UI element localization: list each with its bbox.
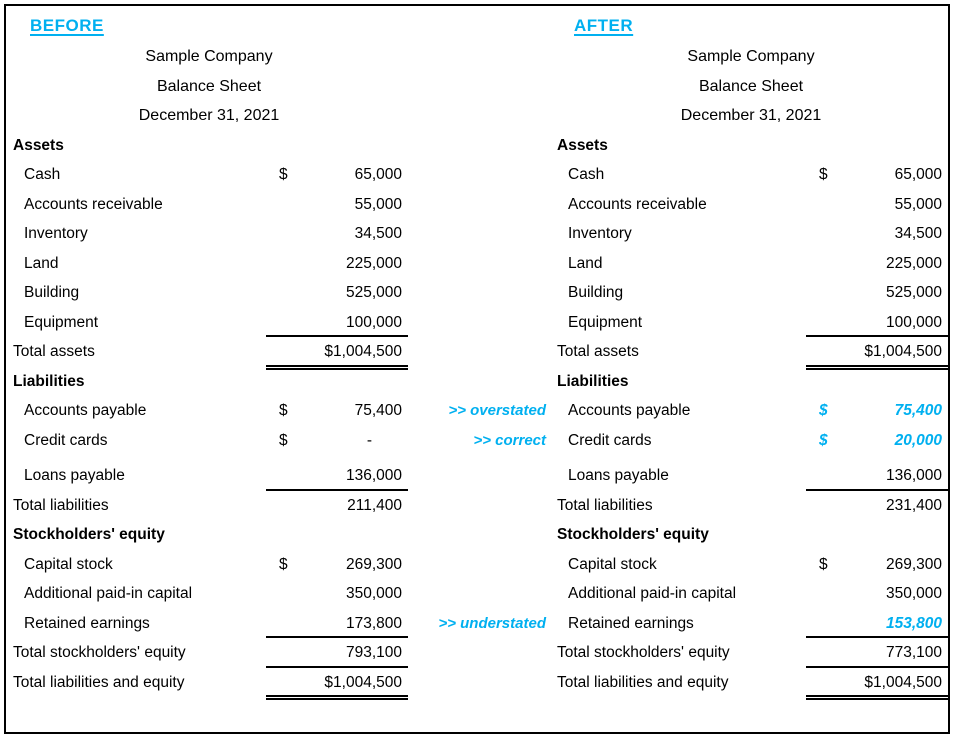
row-additional-paid-in-capital — [10, 579, 554, 609]
line-label: Inventory — [24, 225, 88, 242]
amount-cell — [266, 190, 408, 220]
line-label: Total assets — [13, 343, 95, 360]
row-loans-payable — [554, 461, 948, 491]
amount-cell — [266, 396, 408, 426]
annotation-note: >> overstated — [448, 402, 546, 419]
before-balance-sheet — [10, 12, 554, 697]
row-assets — [10, 131, 554, 161]
amount-value: 350,000 — [885, 585, 942, 602]
amount-cell — [266, 579, 408, 609]
line-label: Total assets — [557, 343, 639, 360]
amount-cell — [266, 337, 408, 367]
line-label: Total liabilities and equity — [557, 673, 729, 691]
amount-cell — [266, 131, 408, 161]
row-accounts-receivable — [10, 190, 554, 220]
amount-value: 34,500 — [894, 225, 942, 242]
line-label: Building — [568, 284, 624, 301]
annotation-note: >> correct — [473, 431, 546, 449]
amount-cell — [266, 160, 408, 190]
annotation-spacer — [408, 337, 554, 367]
annotation-spacer — [408, 550, 554, 580]
amount-cell — [806, 638, 948, 668]
annotation-spacer — [408, 160, 554, 190]
line-label: Loans payable — [568, 467, 669, 484]
line-label: Assets — [13, 136, 64, 154]
amount-value: 225,000 — [885, 254, 942, 272]
amount-cell — [806, 131, 948, 161]
annotation-note: >> understated — [438, 614, 546, 632]
line-label: Land — [24, 254, 59, 272]
annotation-spacer — [408, 278, 554, 308]
company-name: Sample Company — [145, 48, 273, 65]
row-accounts-payable — [10, 396, 554, 426]
row-total-stockholders-equity — [10, 638, 554, 668]
annotation-spacer — [408, 367, 554, 397]
amount-value: 525,000 — [885, 284, 942, 301]
amount-value: 269,300 — [345, 555, 402, 573]
report-title: Balance Sheet — [156, 77, 262, 95]
amount-cell — [266, 308, 408, 338]
annotation-spacer — [408, 249, 554, 279]
amount-cell — [806, 367, 948, 397]
line-label: Credit cards — [568, 431, 652, 449]
after-balance-sheet — [554, 12, 948, 697]
row-total-liabilities — [10, 491, 554, 521]
dollar-sign: $ — [819, 402, 828, 419]
dollar-sign: $ — [279, 555, 288, 573]
annotation-spacer — [408, 190, 554, 220]
row-additional-paid-in-capital — [554, 579, 948, 609]
annotation-spacer — [408, 219, 554, 249]
amount-value: 55,000 — [354, 195, 402, 213]
amount-cell — [806, 249, 948, 279]
row-land — [10, 249, 554, 279]
report-date: December 31, 2021 — [138, 107, 280, 124]
amount-cell — [806, 278, 948, 308]
dollar-sign: $ — [819, 431, 828, 449]
line-label: Credit cards — [24, 431, 108, 449]
amount-cell — [266, 461, 408, 491]
amount-value: 173,800 — [345, 614, 402, 632]
amount-value: $1,004,500 — [324, 343, 402, 360]
amount-cell — [266, 278, 408, 308]
dollar-sign: $ — [279, 166, 288, 183]
amount-cell — [266, 609, 408, 639]
report-title: Balance Sheet — [698, 77, 804, 95]
amount-cell — [266, 219, 408, 249]
amount-cell — [806, 609, 948, 639]
line-label: Accounts receivable — [568, 195, 707, 213]
amount-cell — [266, 367, 408, 397]
amount-cell — [806, 190, 948, 220]
document-border — [4, 4, 950, 734]
line-label: Building — [24, 284, 80, 301]
row-capital-stock — [554, 550, 948, 580]
line-label: Retained earnings — [568, 614, 694, 632]
amount-value: $1,004,500 — [324, 673, 402, 691]
annotation-spacer — [408, 579, 554, 609]
amount-value: 55,000 — [894, 195, 942, 213]
amount-value: 75,400 — [894, 402, 942, 419]
amount-cell — [806, 491, 948, 521]
line-label: Equipment — [24, 313, 99, 331]
row-assets — [554, 131, 948, 161]
row-total-liabilities-and-equity — [554, 668, 948, 698]
amount-cell — [806, 579, 948, 609]
amount-cell — [266, 249, 408, 279]
amount-cell — [266, 638, 408, 668]
line-label: Accounts receivable — [24, 195, 163, 213]
row-accounts-payable — [554, 396, 948, 426]
amount-value: 100,000 — [345, 313, 402, 331]
row-liabilities — [10, 367, 554, 397]
amount-cell — [266, 668, 408, 698]
line-label: Total liabilities — [13, 496, 109, 514]
line-label: Inventory — [568, 225, 632, 242]
row-land — [554, 249, 948, 279]
row-total-assets — [10, 337, 554, 367]
amount-value: 225,000 — [345, 254, 402, 272]
annotation-spacer — [408, 461, 554, 491]
row-capital-stock — [10, 550, 554, 580]
amount-cell — [806, 550, 948, 580]
amount-value: $1,004,500 — [864, 673, 942, 691]
row-credit-cards — [10, 426, 554, 456]
line-label: Capital stock — [24, 555, 113, 573]
row-cash — [10, 160, 554, 190]
amount-value: 136,000 — [885, 467, 942, 484]
line-label: Stockholders' equity — [13, 526, 165, 543]
line-label: Capital stock — [568, 555, 657, 573]
row-total-liabilities-and-equity — [10, 668, 554, 698]
before-rows — [10, 131, 554, 698]
annotation-spacer — [408, 668, 554, 698]
amount-value: - — [366, 431, 372, 449]
before-heading — [10, 42, 408, 131]
row-credit-cards — [554, 426, 948, 456]
line-label: Total stockholders' equity — [13, 644, 186, 661]
row-total-liabilities — [554, 491, 948, 521]
line-label: Loans payable — [24, 467, 125, 484]
line-label: Stockholders' equity — [557, 526, 709, 543]
amount-value: 75,400 — [354, 402, 402, 419]
annotation-spacer — [408, 491, 554, 521]
after-heading — [554, 42, 948, 131]
report-date: December 31, 2021 — [680, 107, 822, 124]
annotation-spacer — [408, 520, 554, 550]
amount-cell — [806, 160, 948, 190]
row-building — [554, 278, 948, 308]
row-equipment — [554, 308, 948, 338]
line-label: Retained earnings — [24, 614, 150, 632]
amount-cell — [266, 491, 408, 521]
after-rows — [554, 131, 948, 698]
amount-value: 34,500 — [354, 225, 402, 242]
amount-cell — [806, 396, 948, 426]
amount-value: 350,000 — [345, 585, 402, 602]
row-total-stockholders-equity — [554, 638, 948, 668]
line-label: Accounts payable — [24, 402, 147, 419]
amount-cell — [266, 520, 408, 550]
line-label: Assets — [557, 136, 608, 154]
amount-cell — [266, 426, 408, 456]
amount-value: 65,000 — [354, 166, 402, 183]
amount-value: 269,300 — [885, 555, 942, 573]
row-inventory — [10, 219, 554, 249]
amount-value: 793,100 — [345, 644, 402, 661]
row-accounts-receivable — [554, 190, 948, 220]
annotation-spacer — [408, 131, 554, 161]
line-label: Liabilities — [557, 372, 629, 390]
amount-cell — [266, 550, 408, 580]
amount-cell — [806, 668, 948, 698]
dollar-sign: $ — [279, 402, 288, 419]
before-label: BEFORE — [30, 16, 104, 35]
amount-value: 525,000 — [345, 284, 402, 301]
line-label: Accounts payable — [568, 402, 691, 419]
line-label: Additional paid-in capital — [568, 585, 737, 602]
row-stockholders-equity — [554, 520, 948, 550]
line-label: Cash — [24, 166, 61, 183]
row-total-assets — [554, 337, 948, 367]
amount-value: 231,400 — [885, 496, 942, 514]
row-stockholders-equity — [10, 520, 554, 550]
amount-cell — [806, 337, 948, 367]
amount-value: 211,400 — [347, 496, 402, 514]
amount-value: 136,000 — [345, 467, 402, 484]
annotation-spacer — [408, 308, 554, 338]
dollar-sign: $ — [279, 431, 288, 449]
amount-cell — [806, 308, 948, 338]
line-label: Equipment — [568, 313, 643, 331]
row-loans-payable — [10, 461, 554, 491]
dollar-sign: $ — [819, 166, 828, 183]
row-retained-earnings — [10, 609, 554, 639]
amount-value: 100,000 — [885, 313, 942, 331]
amount-cell — [806, 520, 948, 550]
after-label: AFTER — [574, 16, 634, 35]
line-label: Total liabilities and equity — [13, 673, 185, 691]
amount-cell — [806, 426, 948, 456]
row-liabilities — [554, 367, 948, 397]
row-inventory — [554, 219, 948, 249]
line-label: Land — [568, 254, 603, 272]
line-label: Total stockholders' equity — [557, 644, 730, 661]
amount-value: 773,100 — [885, 644, 942, 661]
line-label: Liabilities — [13, 372, 85, 390]
amount-cell — [806, 461, 948, 491]
row-cash — [554, 160, 948, 190]
amount-cell — [806, 219, 948, 249]
line-label: Cash — [568, 166, 605, 183]
annotation-spacer — [408, 638, 554, 668]
amount-value: $1,004,500 — [864, 343, 942, 360]
row-retained-earnings — [554, 609, 948, 639]
amount-value: 20,000 — [894, 431, 942, 449]
row-building — [10, 278, 554, 308]
line-label: Total liabilities — [557, 496, 653, 514]
amount-value: 65,000 — [894, 166, 942, 183]
company-name: Sample Company — [687, 48, 815, 65]
amount-value: 153,800 — [885, 614, 942, 632]
dollar-sign: $ — [819, 555, 828, 573]
line-label: Additional paid-in capital — [24, 585, 193, 602]
row-equipment — [10, 308, 554, 338]
